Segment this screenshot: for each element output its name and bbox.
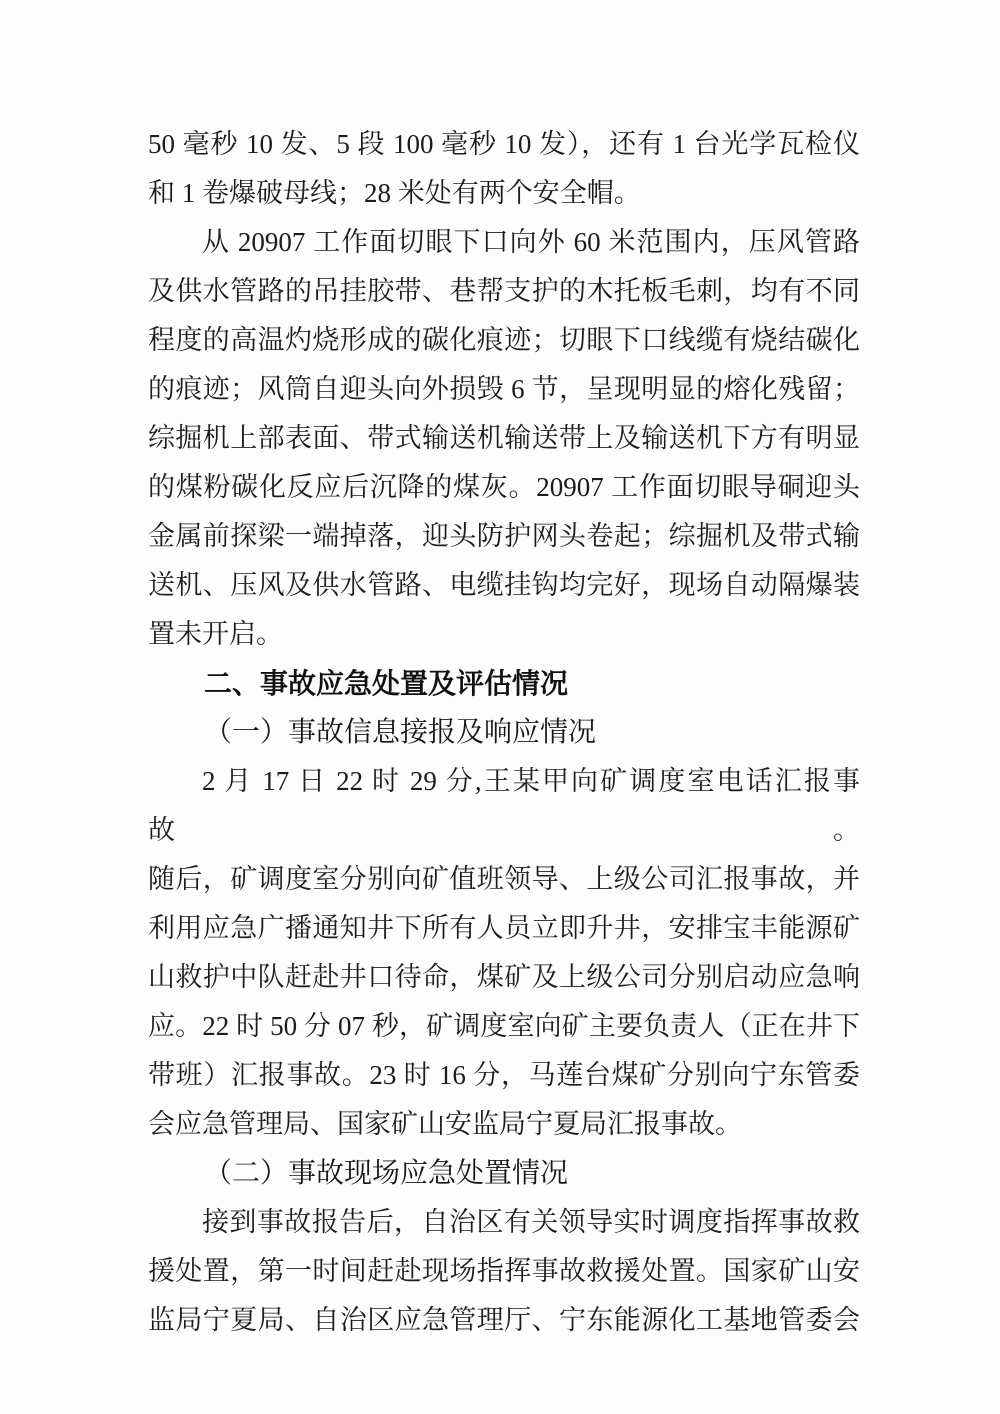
text-line: 及供水管路的吊挂胶带、巷帮支护的木托板毛刺，均有不同 — [148, 276, 860, 306]
text-line: 带班）汇报事故。23 时 16 分，马莲台煤矿分别向宁东管委 — [148, 1060, 860, 1090]
text-line: 程度的高温灼烧形成的碳化痕迹；切眼下口线缆有烧结碳化 — [148, 325, 860, 355]
text-column — [148, 120, 860, 1345]
text-line: 50 毫秒 10 发、5 段 100 毫秒 10 发），还有 1 台光学瓦检仪 — [148, 129, 860, 159]
text-line: 2 月 17 日 22 时 29 分,王某甲向矿调度室电话汇报事故。 — [148, 766, 860, 845]
text-line: 山救护中队赶赴井口待命，煤矿及上级公司分别启动应急响 — [148, 962, 860, 992]
text-line: 的痕迹；风筒自迎头向外损毁 6 节，呈现明显的熔化残留； — [148, 374, 860, 404]
text-line: 金属前探梁一端掉落，迎头防护网头卷起；综掘机及带式输 — [148, 521, 860, 551]
text-line: 接到事故报告后，自治区有关领导实时调度指挥事故救 — [202, 1207, 860, 1237]
text-line: 从 20907 工作面切眼下口向外 60 米范围内，压风管路 — [202, 227, 860, 257]
text-line: 的煤粉碳化反应后沉降的煤灰。20907 工作面切眼导硐迎头 — [148, 472, 860, 502]
subsection-heading: （一）事故信息接报及响应情况 — [204, 717, 597, 748]
text-line: 会应急管理局、国家矿山安监局宁夏局汇报事故。 — [148, 1109, 742, 1139]
text-line: 随后，矿调度室分别向矿值班领导、上级公司汇报事故，并 — [148, 864, 860, 894]
text-line: 利用应急广播通知井下所有人员立即升井，安排宝丰能源矿 — [148, 913, 860, 943]
section-heading: 二、事故应急处置及评估情况 — [204, 668, 569, 699]
text-line: 置未开启。 — [148, 619, 283, 649]
text-line: 监局宁夏局、自治区应急管理厅、宁东能源化工基地管委会 — [148, 1305, 860, 1335]
text-line: 和 1 卷爆破母线；28 米处有两个安全帽。 — [148, 178, 641, 208]
subsection-heading: （二）事故现场应急处置情况 — [204, 1158, 569, 1189]
text-line: 应。22 时 50 分 07 秒，矿调度室向矿主要负责人（正在井下 — [148, 1011, 860, 1041]
text-line: 送机、压风及供水管路、电缆挂钩均完好，现场自动隔爆装 — [148, 570, 860, 600]
text-line: 综掘机上部表面、带式输送机输送带上及输送机下方有明显 — [148, 423, 860, 453]
text-line: 援处置，第一时间赶赴现场指挥事故救援处置。国家矿山安 — [148, 1256, 860, 1286]
